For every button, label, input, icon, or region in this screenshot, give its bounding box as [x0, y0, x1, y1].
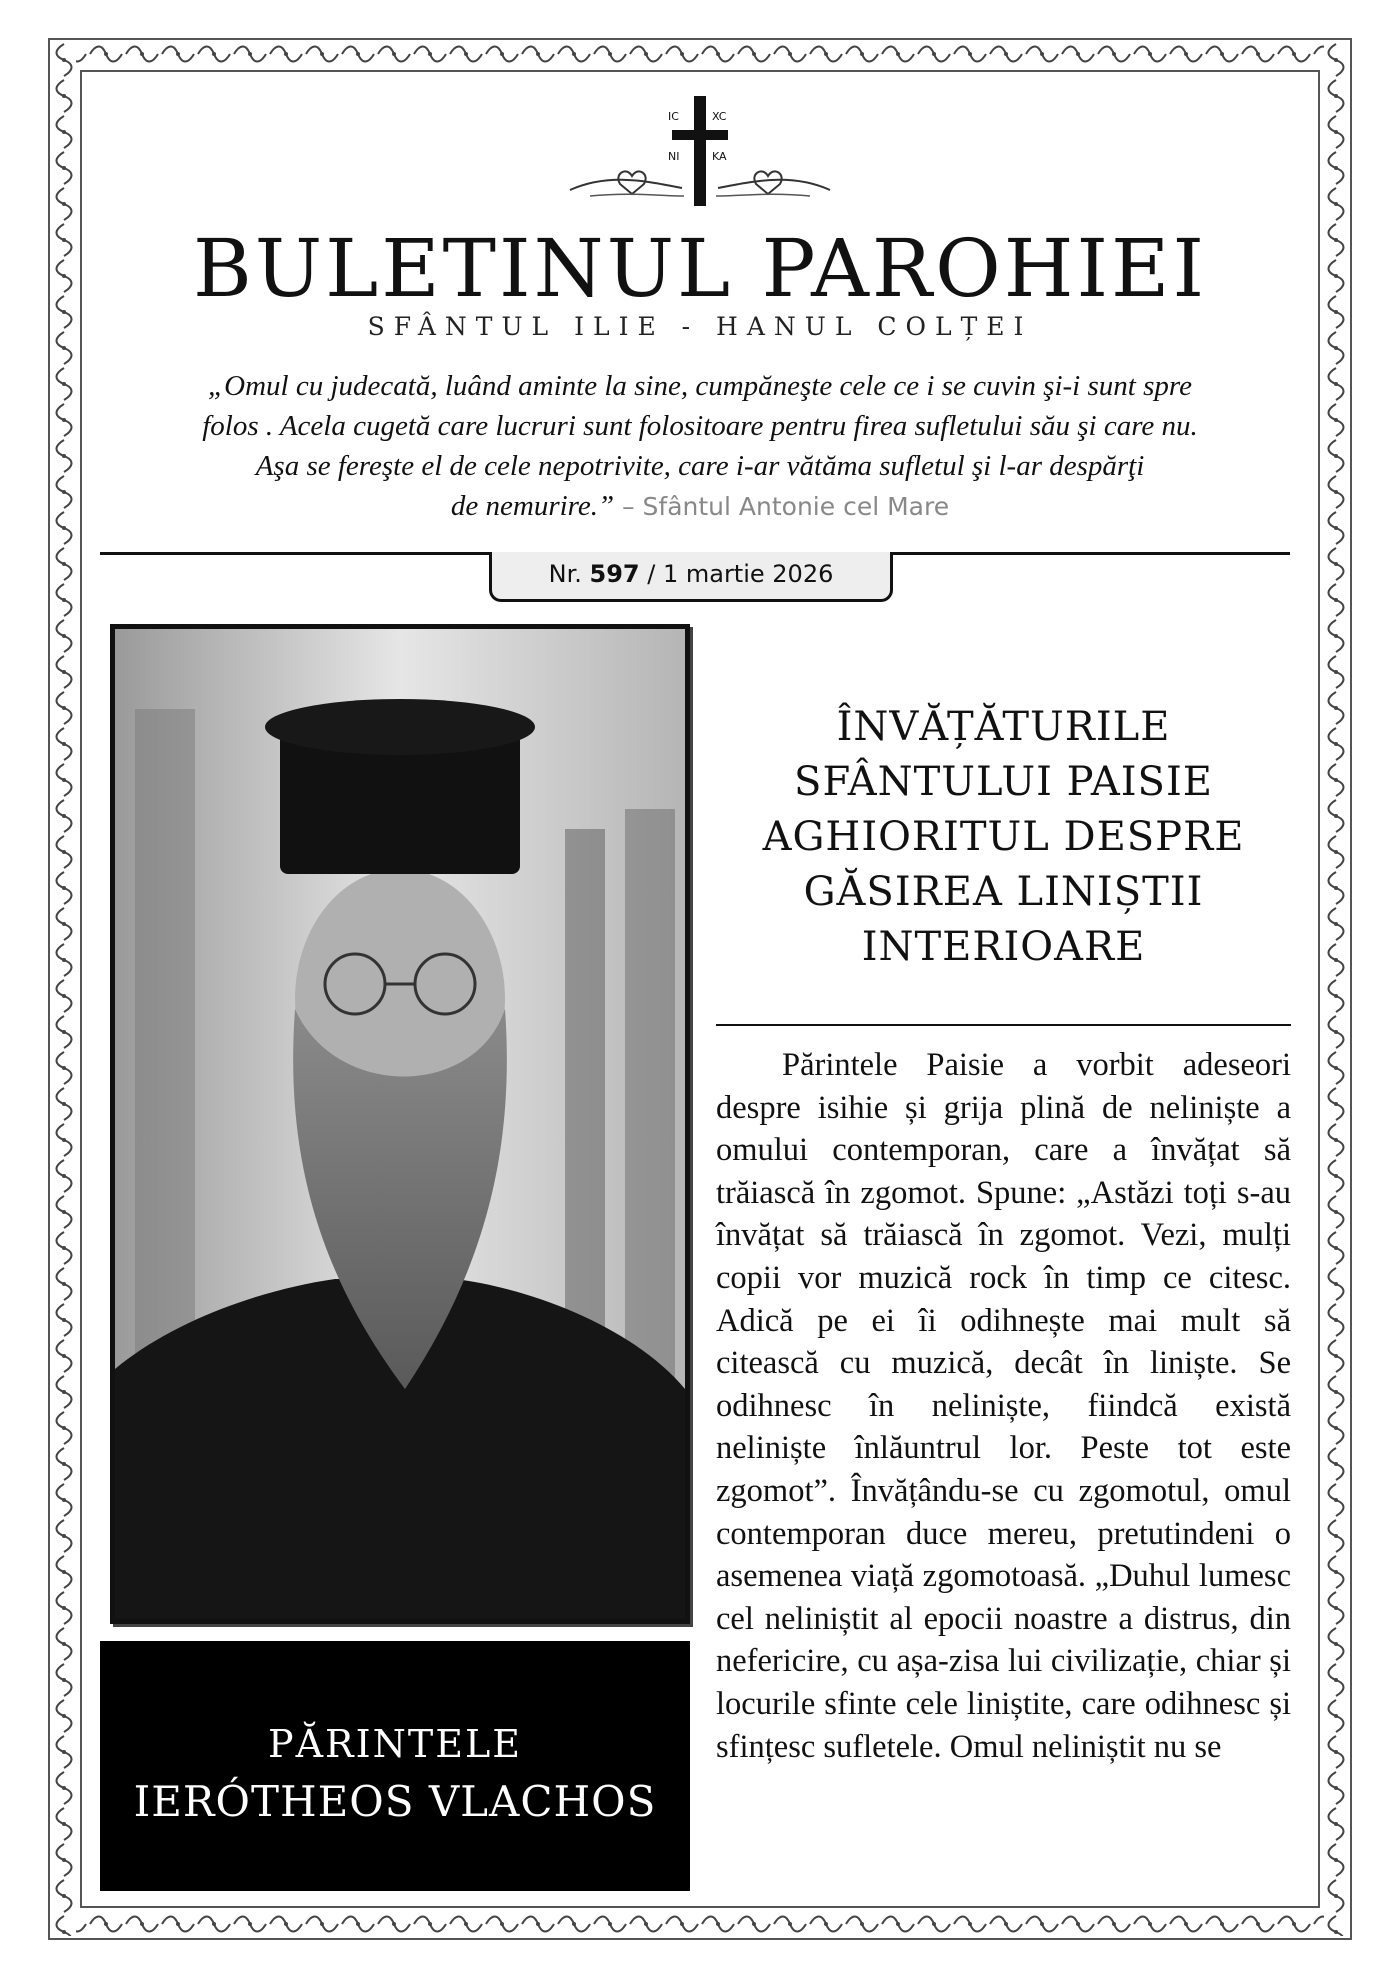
caption-line-2: IERÓTHEOS VLACHOS — [133, 1777, 657, 1826]
ornamental-border-left — [52, 42, 76, 1936]
orthodox-cross-icon — [560, 92, 840, 212]
article-body: Părintele Paisie a vorbit adeseori despre isihie și grija plină de neliniște a omului contemporan, care a învățat să trăiască în zgomot. Spune: „Astăzi toți s-au învățat să trăiască în zgomot. Vezi, mulți copii vor muzică rock în timp ce citesc. Adică pe ei îi odihnește mai mult să citească cu muzică, decât în liniște. Se odihnesc în neliniște, fiindcă există neliniște înlăuntrul lor. Peste tot este zgomot”. Învățându-se cu zgomotul, omul contemporan duce mereu, pretutindeni o asemenea viață zgomotoasă. „Duhul lumesc cel neliniștit al epocii noastre a distrus, din nefericire, cu așa-zisa lui civilizație, chiar și locurile sfinte cele liniștite, care odihnesc și sfințesc sufletele. Omul neliniștit nu se — [716, 1047, 1291, 1765]
article-title-line: AGHIORITUL DESPRE — [762, 814, 1245, 860]
emblem-ni-text: NI — [668, 150, 680, 163]
article-title-line: GĂSIREA LINIȘTII — [803, 869, 1204, 915]
parish-subtitle: SFÂNTUL ILIE - HANUL COLȚEI — [367, 312, 1033, 341]
issue-badge — [489, 552, 893, 602]
article-title-line: ÎNVĂȚĂTURILE — [836, 704, 1171, 750]
quote-line-2: folos . Acela cugetă care lucruri sunt folositoare pentru firea sufletului său şi care nu. — [202, 410, 1198, 442]
issue-prefix: Nr. — [548, 560, 590, 588]
emblem-ic-text: IC — [668, 110, 679, 123]
bulletin-title: BULETINUL PAROHIEI — [192, 222, 1208, 315]
epigraph-quote — [100, 366, 1300, 527]
quote-line-4-text: de nemurire.” — [450, 490, 615, 522]
photo-caption — [100, 1641, 690, 1891]
issue-number: 597 — [589, 560, 640, 588]
quote-line-1: „Omul cu judecată, luând aminte la sine, cumpăneşte cele ce i se cuvin şi-i sunt spre — [208, 370, 1192, 402]
ornamental-border-bottom — [52, 1912, 1348, 1936]
ornamental-border-right — [1324, 42, 1348, 1936]
article-divider — [716, 1024, 1291, 1026]
article-title-line: SFÂNTULUI PAISIE — [794, 759, 1213, 805]
quote-line-4 — [100, 486, 1300, 527]
ornamental-border-top — [52, 42, 1348, 66]
article-title — [716, 700, 1291, 975]
emblem-ka-text: KA — [712, 150, 727, 163]
caption-line-1: PĂRINTELE — [268, 1722, 522, 1766]
quote-line-3: Aşa se fereşte el de cele nepotrivite, care i-ar vătăma sufletul şi l-ar despărţi — [255, 450, 1145, 482]
article-title-line: INTERIOARE — [861, 924, 1146, 970]
quote-author: – Sfântul Antonie cel Mare — [614, 492, 950, 521]
issue-date: / 1 martie 2026 — [639, 560, 834, 588]
emblem-xc-text: XC — [712, 110, 727, 123]
priest-portrait-photo — [110, 624, 690, 1624]
